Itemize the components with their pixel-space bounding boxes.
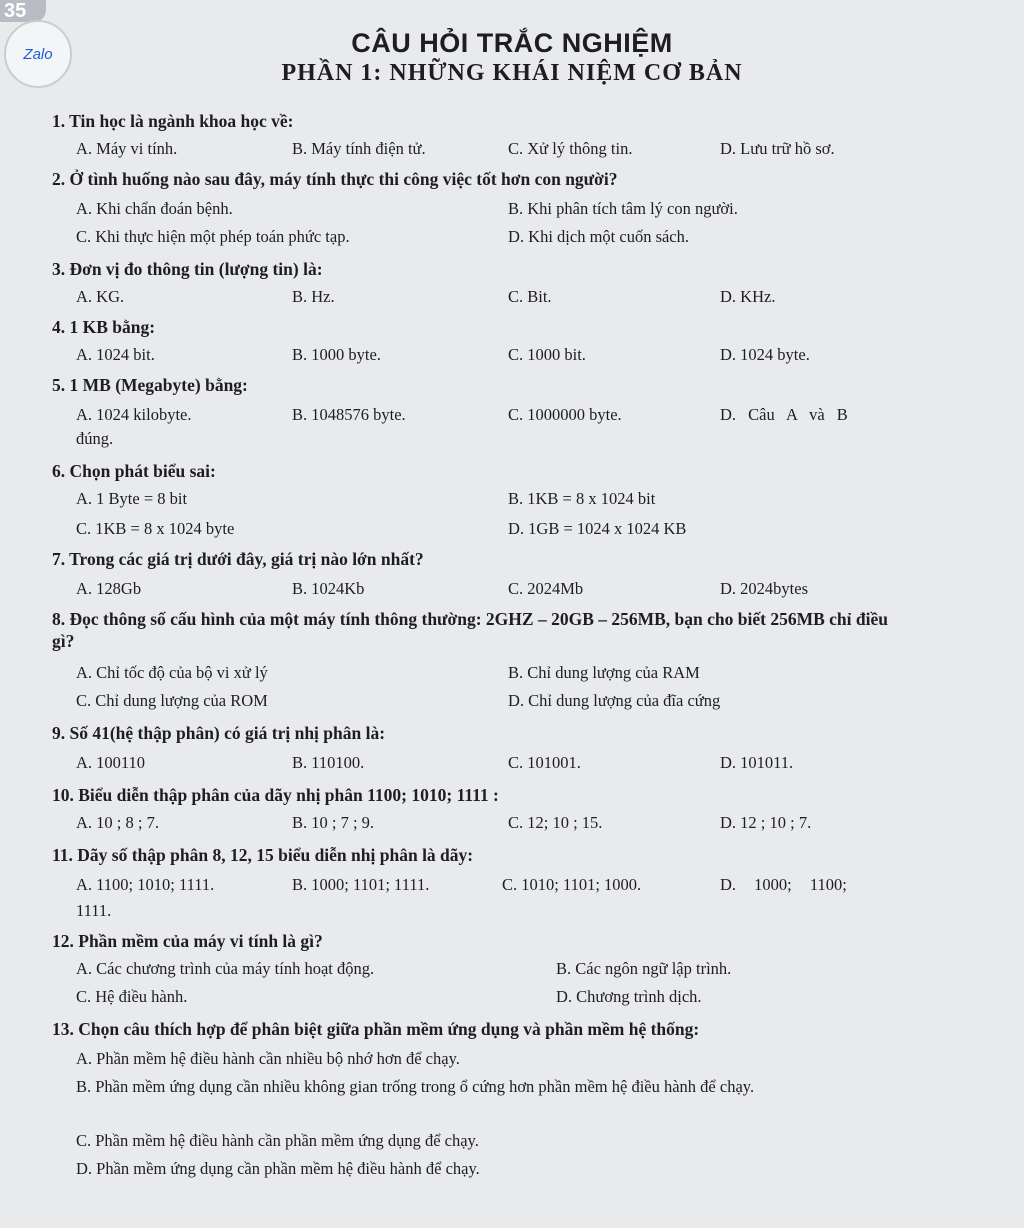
q13-option-c: C. Phần mềm hệ điều hành cần phần mềm ứng dụng để chạy. [76,1131,479,1150]
q10-option-b: B. 10 ; 7 ; 9. [292,813,375,832]
q2-option-b: B. Khi phân tích tâm lý con người. [508,199,738,218]
q3-option-a: A. KG. [76,287,125,306]
question-4: 4. 1 KB bằng: [52,317,156,337]
q11-option-d-continued: 1111. [76,901,112,920]
question-2: 2. Ở tình huống nào sau đây, máy tính thực thi công việc tốt hơn con người? [52,169,618,189]
q12-option-c: C. Hệ điều hành. [76,987,188,1006]
q11-option-b: B. 1000; 1101; 1111. [292,875,430,894]
q2-option-a: A. Khi chẩn đoán bệnh. [76,199,233,218]
q13-option-b: B. Phần mềm ứng dụng cần nhiều không gian trống trong ổ cứng hơn phần mềm hệ điều hành để chạy. [76,1077,755,1096]
q8-option-c: C. Chỉ dung lượng của ROM [76,691,268,710]
zalo-logo: Zalo [4,20,72,88]
q13-option-d: D. Phần mềm ứng dụng cần phần mềm hệ điều hành để chạy. [76,1159,480,1178]
question-9: 9. Số 41(hệ thập phân) có giá trị nhị phân là: [52,723,386,743]
q7-option-d: D. 2024bytes [720,579,808,598]
q9-option-a: A. 100110 [76,753,146,772]
q1-option-d: D. Lưu trữ hồ sơ. [720,139,835,158]
question-3: 3. Đơn vị đo thông tin (lượng tin) là: [52,259,323,279]
question-10: 10. Biểu diễn thập phân của dãy nhị phân 1100; 1010; 1111 : [52,785,499,805]
q8-option-a: A. Chỉ tốc độ của bộ vi xử lý [76,663,268,682]
q4-option-b: B. 1000 byte. [292,345,381,364]
q2-option-c: C. Khi thực hiện một phép toán phức tạp. [76,227,350,246]
corner-badge: 35 [0,0,46,22]
q2-option-d: D. Khi dịch một cuốn sách. [508,227,690,246]
q5-option-d-continued: đúng. [76,429,114,448]
q10-option-c: C. 12; 10 ; 15. [508,813,603,832]
question-8: 8. Đọc thông số cấu hình của một máy tính thông thường: 2GHZ – 20GB – 256MB, bạn cho biết 256MB chỉ điều gì? [52,609,888,651]
q10-option-d: D. 12 ; 10 ; 7. [720,813,812,832]
q7-option-c: C. 2024Mb [508,579,584,598]
section-title: PHẦN 1: NHỮNG KHÁI NIỆM CƠ BẢN [281,60,743,86]
q6-option-b: B. 1KB = 8 x 1024 bit [508,489,656,508]
q6-option-c: C. 1KB = 8 x 1024 byte [76,519,235,538]
question-7: 7. Trong các giá trị dưới đây, giá trị nào lớn nhất? [52,549,424,569]
q9-option-c: C. 101001. [508,753,581,772]
q3-option-b: B. Hz. [292,287,335,306]
q8-option-d: D. Chỉ dung lượng của đĩa cứng [508,691,721,710]
question-12: 12. Phần mềm của máy vi tính là gì? [52,931,323,951]
q3-option-d: D. KHz. [720,287,776,306]
q5-option-a: A. 1024 kilobyte. [76,405,192,424]
question-5: 5. 1 MB (Megabyte) bằng: [52,375,248,395]
q9-option-b: B. 110100. [292,753,365,772]
q4-option-a: A. 1024 bit. [76,345,155,364]
question-11: 11. Dãy số thập phân 8, 12, 15 biểu diễn nhị phân là dãy: [52,845,474,865]
q12-option-d: D. Chương trình dịch. [556,987,702,1006]
q1-option-a: A. Máy vi tính. [76,139,178,158]
q11-option-d: D. 1000; 1100; [720,875,847,894]
q10-option-a: A. 10 ; 8 ; 7. [76,813,159,832]
q1-option-c: C. Xử lý thông tin. [508,139,633,158]
q5-option-b: B. 1048576 byte. [292,405,406,424]
q12-option-b: B. Các ngôn ngữ lập trình. [556,959,732,978]
q12-option-a: A. Các chương trình của máy tính hoạt động. [76,959,375,978]
q6-option-a: A. 1 Byte = 8 bit [76,489,188,508]
q1-option-b: B. Máy tính điện tử. [292,139,426,158]
q13-option-a: A. Phần mềm hệ điều hành cần nhiều bộ nhớ hơn để chạy. [76,1049,460,1068]
question-6: 6. Chọn phát biểu sai: [52,461,216,481]
q7-option-a: A. 128Gb [76,579,142,598]
q6-option-d: D. 1GB = 1024 x 1024 KB [508,519,687,538]
q9-option-d: D. 101011. [720,753,794,772]
q4-option-d: D. 1024 byte. [720,345,810,364]
q11-option-a: A. 1100; 1010; 1111. [76,875,215,894]
question-13: 13. Chọn câu thích hợp để phân biệt giữa phần mềm ứng dụng và phần mềm hệ thống: [52,1019,700,1039]
page-title: CÂU HỎI TRẮC NGHIỆM [351,28,673,58]
question-1: 1. Tin học là ngành khoa học về: [52,111,294,131]
q11-option-c: C. 1010; 1101; 1000. [502,875,642,894]
q5-option-c: C. 1000000 byte. [508,405,622,424]
q3-option-c: C. Bit. [508,287,552,306]
q5-option-d: D. Câu A và B [720,405,848,424]
q4-option-c: C. 1000 bit. [508,345,586,364]
q8-option-b: B. Chỉ dung lượng của RAM [508,663,700,682]
q7-option-b: B. 1024Kb [292,579,365,598]
